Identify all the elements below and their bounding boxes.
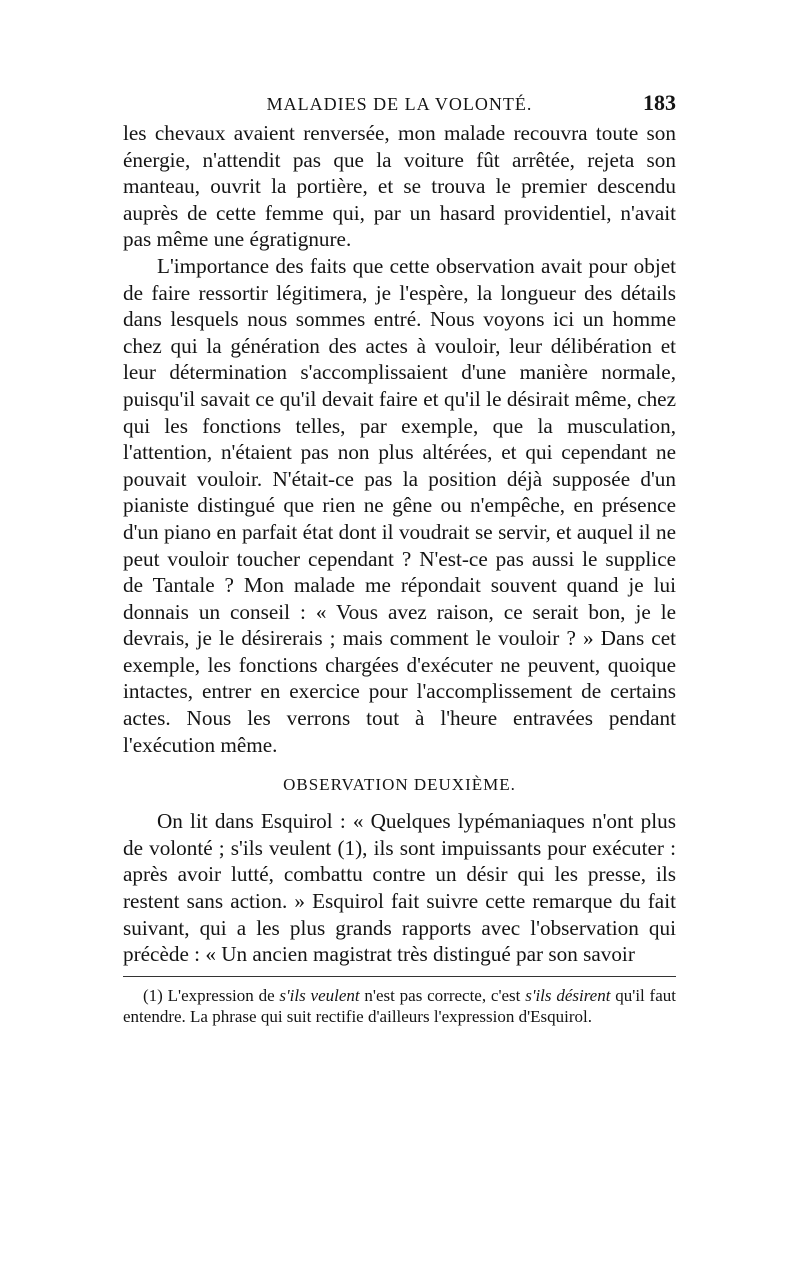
footnote-text-1: L'expression de [162,985,280,1005]
running-head [123,90,676,120]
section-heading: OBSERVATION DEUXIÈME. [283,775,516,795]
footnote-italic-1: s'ils veulent [279,985,360,1005]
paragraph-continued: les chevaux avaient renversée, mon malade recouvra toute son énergie, n'attendit pas que la voiture fût arrêtée, rejeta son manteau, ouvrit la portière, et se trouva le premier descendu auprès de cette femme qui, par un hasard providentiel, n'avait pas même une égratignure. [123,121,676,252]
paragraph-text-start: On lit dans Esquirol : « Quelques lypémaniaques n'ont plus de volonté ; s'ils veulent [123,809,676,860]
paragraph-text-end: , ils sont impuissants pour exécuter : après avoir lutté, combattu contre un désir qui les presse, ils restent sans action. » Esquirol fait suivre cette remarque du fait suivant, qui a les plus grands rapports avec l'observation qui précède : « Un ancien magistrat très distingué par son savoir [123,835,676,967]
paragraph-esquirol [123,808,676,968]
footnote-marker: (1) [143,985,163,1005]
running-title: MALADIES DE LA VOLONTÉ. [266,94,533,114]
footnote-text-2: n'est pas correcte, c'est [359,985,526,1005]
paragraph-importance: L'importance des faits que cette observation avait pour objet de faire ressortir légitimera, je l'espère, la longueur des détails dans lesquels nous sommes entré. Nous voyons ici un homme chez qui la génération des actes à vouloir, leur délibération et leur détermination s'accomplissaient d'une manière normale, puisqu'il savait ce qu'il devait faire et qu'il le désirait même, chez qui les fonctions telles, par exemple, que la musculation, l'attention, n'étaient pas non plus altérées, et qui cependant ne pouvait vouloir. N'était-ce pas la position déjà supposée d'un pianiste distingué que rien ne gêne ou n'empêche, en présence d'un piano en parfait état dont il voudrait se servir, et auquel il ne peut vouloir toucher cependant ? N'est-ce pas aussi le supplice de Tantale ? Mon malade me répondait souvent quand je lui donnais un conseil : « Vous avez raison, ce serait bon, je le devrais, je le désirerais ; mais comment le vouloir ? » Dans cet exemple, les fonctions chargées d'exécuter ne peuvent, quoique intactes, entrer en exercice pour l'accomplissement de certains actes. Nous les verrons tout à l'heure entravées pendant l'exécution même. [123,253,676,757]
footnote-reference: (1) [337,835,363,860]
book-page [123,90,676,1027]
footnote-text-3: qu'il faut entendre. La phrase qui suit rectifie d'ailleurs l'expression d'Esquirol. [123,985,676,1026]
page-number: 183 [643,90,676,115]
footnote-italic-2: s'ils désirent [525,985,611,1005]
footnote-rule [123,976,676,977]
footnote [123,985,676,1027]
